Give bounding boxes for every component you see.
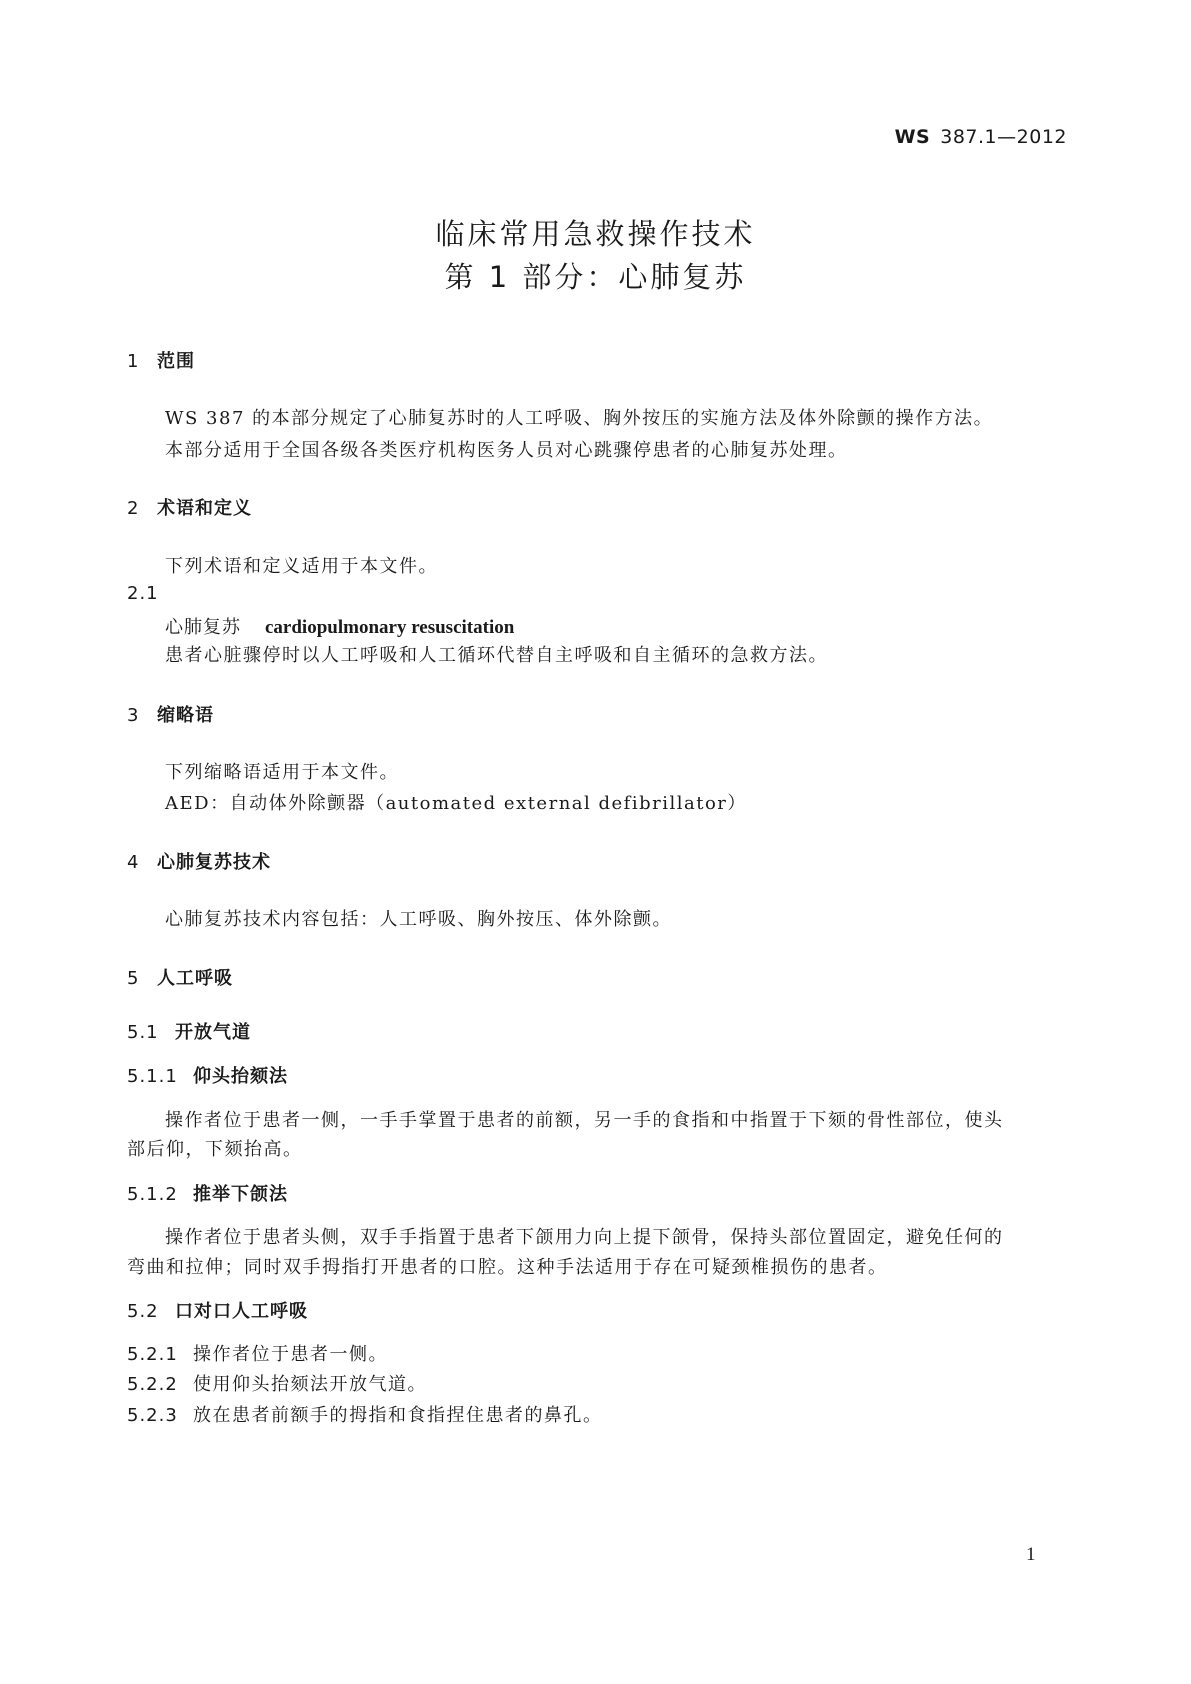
section-4-paragraph: 心肺复苏技术内容包括：人工呼吸、胸外按压、体外除颤。 — [165, 909, 672, 930]
section-number: 5.1.1 — [127, 1066, 178, 1087]
section-4-heading — [127, 848, 271, 874]
page-number: 1 — [1026, 1544, 1036, 1565]
subsection-5-1-1-paragraph-line-1: 操作者位于患者一侧，一手手掌置于患者的前额，另一手的食指和中指置于下颏的骨性部位，使头 — [165, 1110, 1004, 1131]
clause-number: 5.2.2 — [127, 1374, 178, 1395]
section-number: 4 — [127, 852, 140, 873]
section-title: 人工呼吸 — [157, 968, 233, 989]
standard-number: 387.1—2012 — [940, 126, 1067, 148]
subsection-5-2-heading — [127, 1297, 308, 1323]
section-3-paragraph-1: 下列缩略语适用于本文件。 — [165, 762, 399, 783]
clause-text: 操作者位于患者一侧。 — [193, 1344, 388, 1365]
section-2-heading — [127, 494, 252, 520]
clause-number: 5.2.1 — [127, 1344, 178, 1365]
subsection-5-1-2-paragraph-line-1: 操作者位于患者头侧，双手手指置于患者下颌用力向上提下颌骨，保持头部位置固定，避免任何的 — [165, 1227, 1004, 1248]
clause-5-2-3 — [127, 1401, 603, 1427]
subsection-5-1-heading — [127, 1018, 251, 1044]
section-title: 缩略语 — [157, 705, 214, 726]
section-number: 5.2 — [127, 1301, 159, 1322]
section-title: 推举下颌法 — [193, 1184, 288, 1205]
section-3-paragraph-2: AED：自动体外除颤器（automated external defibrillator） — [165, 793, 747, 814]
section-1-paragraph-1: WS 387 的本部分规定了心肺复苏时的人工呼吸、胸外按压的实施方法及体外除颤的操作方法。 — [165, 408, 994, 429]
subsection-5-1-1-paragraph-line-2: 部后仰，下颏抬高。 — [127, 1139, 303, 1160]
section-title: 心肺复苏技术 — [157, 852, 271, 873]
clause-5-2-1 — [127, 1340, 388, 1366]
section-number: 3 — [127, 705, 140, 726]
section-title: 术语和定义 — [157, 498, 252, 519]
section-number: 5.1.2 — [127, 1184, 178, 1205]
document-title: 临床常用急救操作技术 — [435, 217, 756, 251]
clause-5-2-2 — [127, 1370, 427, 1396]
clause-number: 5.2.3 — [127, 1405, 178, 1426]
section-2-paragraph: 下列术语和定义适用于本文件。 — [165, 556, 438, 577]
standard-code — [895, 126, 1067, 148]
subsection-5-1-2-paragraph-line-2: 弯曲和拉伸；同时双手拇指打开患者的口腔。这种手法适用于存在可疑颈椎损伤的患者。 — [127, 1257, 888, 1278]
clause-text: 放在患者前额手的拇指和食指捏住患者的鼻孔。 — [193, 1405, 603, 1426]
section-title: 口对口人工呼吸 — [175, 1301, 308, 1322]
section-title: 仰头抬颏法 — [193, 1066, 288, 1087]
section-3-heading — [127, 701, 214, 727]
standard-prefix: WS — [894, 126, 931, 148]
section-1-heading — [127, 347, 195, 373]
section-1-paragraph-2: 本部分适用于全国各级各类医疗机构医务人员对心跳骤停患者的心肺复苏处理。 — [165, 440, 848, 461]
document-subtitle: 第 1 部分：心肺复苏 — [444, 260, 747, 294]
section-number: 1 — [127, 351, 140, 372]
section-title: 开放气道 — [175, 1022, 251, 1043]
subsection-5-1-2-heading — [127, 1180, 288, 1206]
section-title: 范围 — [157, 351, 195, 372]
clause-text: 使用仰头抬颏法开放气道。 — [193, 1374, 427, 1395]
subsection-2-1-number: 2.1 — [127, 583, 159, 604]
section-number: 5 — [127, 968, 140, 989]
section-5-heading — [127, 964, 233, 990]
term-entry — [165, 613, 514, 639]
subsection-5-1-1-heading — [127, 1062, 288, 1088]
term-chinese: 心肺复苏 — [165, 617, 241, 638]
term-english: cardiopulmonary resuscitation — [265, 617, 515, 638]
section-number: 5.1 — [127, 1022, 159, 1043]
section-number: 2 — [127, 498, 140, 519]
term-definition: 患者心脏骤停时以人工呼吸和人工循环代替自主呼吸和自主循环的急救方法。 — [165, 645, 828, 666]
